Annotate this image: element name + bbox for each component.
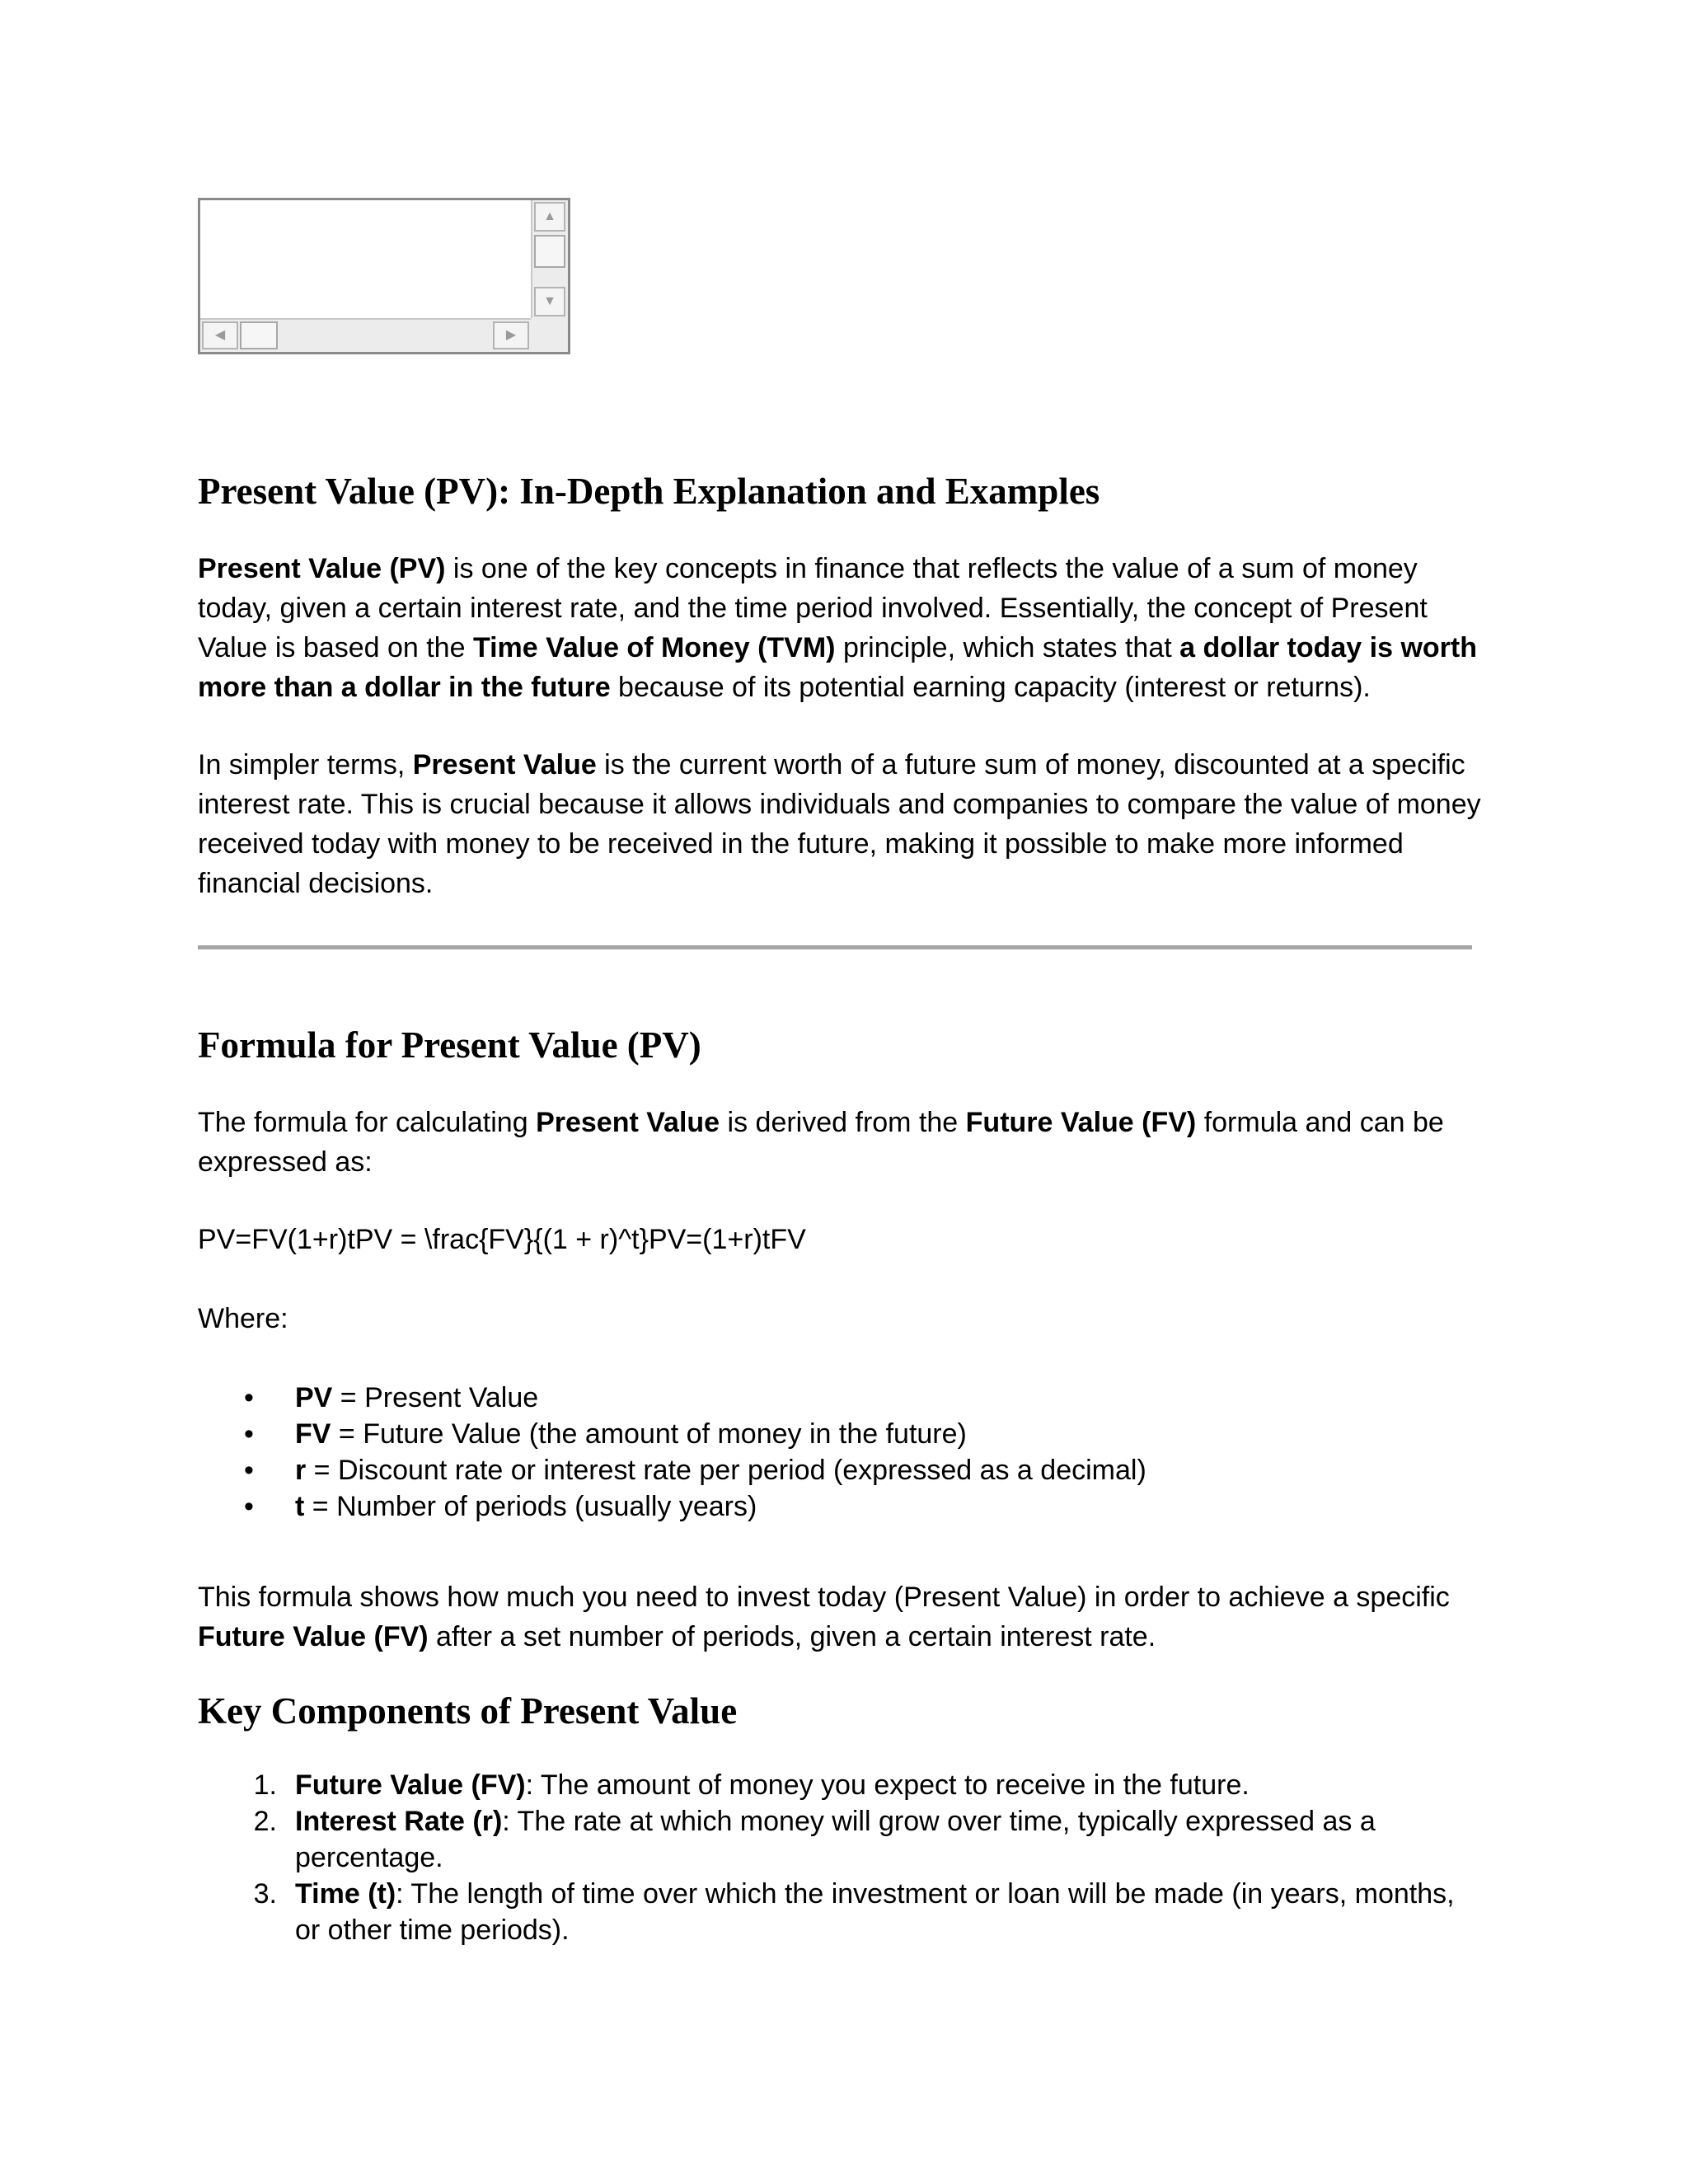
left-arrow-icon: ◀ (214, 328, 226, 342)
scrollbar-corner (531, 318, 568, 352)
present-value-term: Present Value (412, 749, 597, 780)
formula-line: PV=FV(1+r)tPV = \frac{FV}{(1 + r)^t}PV=(1+r)tFV (198, 1224, 806, 1255)
right-arrow-icon: ▶ (505, 328, 517, 342)
simpler-terms-paragraph: In simpler terms, Present Value is the current worth of a future sum of money, discounted at a specific interest rate. This is crucial because it allows individuals and companies to compare the value of money received today with money to be received in the future, making it possible to make more informed financial decisions. (198, 749, 1481, 899)
list-item: • t = Number of periods (usually years) (198, 1488, 1484, 1525)
text-box-content-area[interactable] (200, 200, 531, 318)
list-item: • r = Discount rate or interest rate per period (expressed as a decimal) (198, 1452, 1484, 1488)
pv-term: Present Value (PV) (198, 553, 446, 584)
scroll-up-button[interactable] (534, 202, 565, 232)
list-item: • FV = Future Value (the amount of money in the future) (198, 1416, 1484, 1452)
vertical-scroll-thumb[interactable] (534, 235, 565, 268)
vertical-scrollbar[interactable] (531, 200, 568, 318)
components-list (198, 1767, 1484, 1948)
scroll-down-button[interactable] (534, 287, 565, 316)
page-title: Present Value (PV): In-Depth Explanation and Examples (198, 471, 1100, 512)
scroll-right-button[interactable] (493, 321, 529, 349)
tvm-principle-emphasis: a dollar today is worth more than a dollar in the future (198, 632, 1477, 703)
embedded-text-box[interactable] (198, 198, 570, 354)
definitions-list (198, 1380, 1484, 1525)
list-item: 1. Future Value (FV): The amount of money you expect to receive in the future. (253, 1769, 1250, 1801)
list-item: • PV = Present Value (198, 1380, 1484, 1416)
bullet-icon: • (244, 1418, 254, 1450)
formula-intro-paragraph: The formula for calculating Present Value is derived from the Future Value (FV) formula and can be expressed as: (198, 1107, 1444, 1178)
where-label: Where: (198, 1303, 288, 1334)
tvm-term: Time Value of Money (TVM) (472, 632, 836, 663)
horizontal-scrollbar[interactable] (200, 318, 531, 352)
list-item: 3. Time (t): The length of time over which the investment or loan will be made (in years, months, or other time periods). (253, 1878, 1455, 1946)
horizontal-divider (198, 945, 1472, 949)
formula-summary-paragraph: This formula shows how much you need to invest today (Present Value) in order to achieve a specific Future Value (FV) after a set number of periods, given a certain interest rate. (198, 1582, 1450, 1652)
bullet-icon: • (244, 1455, 254, 1486)
bullet-icon: • (244, 1382, 254, 1413)
formula-heading: Formula for Present Value (PV) (198, 1024, 701, 1066)
horizontal-scroll-thumb[interactable] (240, 321, 278, 349)
bullet-icon: • (244, 1491, 254, 1522)
intro-paragraph: Present Value (PV) is one of the key concepts in finance that reflects the value of a sum of money today, given a certain interest rate, and the time period involved. Essentially, the concept of Present Value is based on the Time Value of Money (TVM) principle, which states that a dollar today is worth more than a dollar in the future because of its potential earning capacity (interest or returns). (198, 553, 1477, 703)
down-arrow-icon: ▼ (543, 294, 556, 308)
components-heading: Key Components of Present Value (198, 1690, 738, 1732)
list-item: 2. Interest Rate (r): The rate at which money will grow over time, typically expressed as a percentage. (253, 1806, 1376, 1873)
scroll-left-button[interactable] (202, 321, 238, 349)
up-arrow-icon: ▲ (543, 209, 556, 223)
